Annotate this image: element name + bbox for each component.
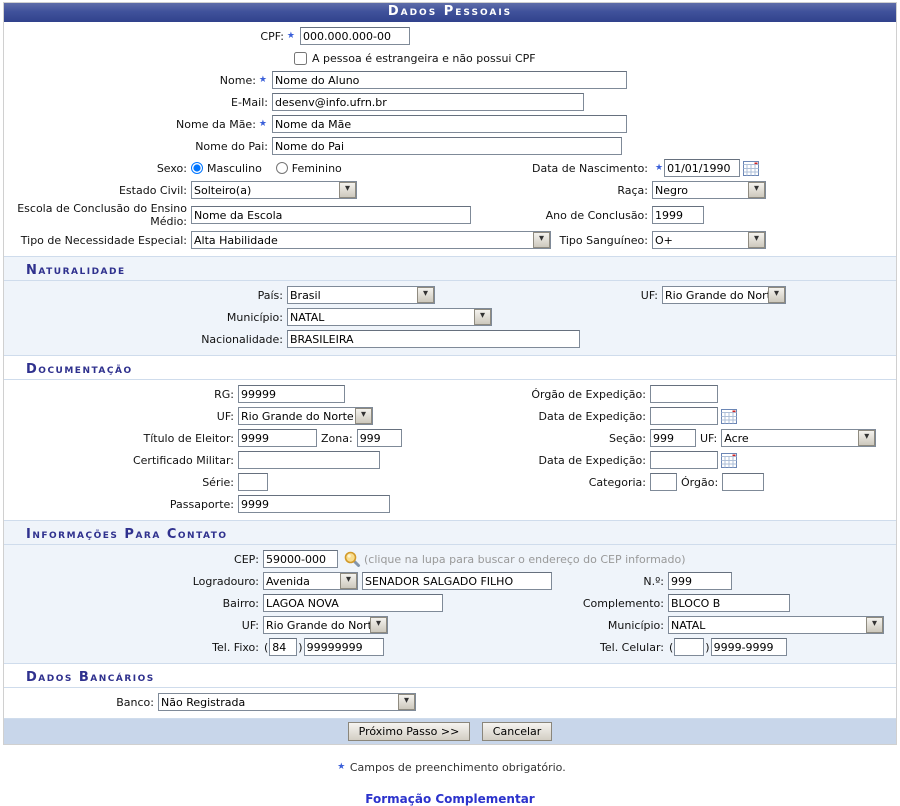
- data-expedicao-cert-input[interactable]: [650, 451, 718, 469]
- email-row: [4, 91, 896, 113]
- necessidade-select-control[interactable]: [191, 231, 551, 249]
- tel-celular-input[interactable]: [711, 638, 787, 656]
- calendar-icon[interactable]: [721, 409, 737, 424]
- banco-row: [4, 691, 896, 713]
- tipo-sanguineo-label: Tipo Sanguíneo:: [559, 233, 648, 247]
- dados-pessoais-form: [3, 2, 897, 745]
- nome-mae-row: [4, 113, 896, 135]
- section-dados-bancarios: [4, 663, 896, 718]
- required-icon: [334, 762, 346, 772]
- certificado-militar-input[interactable]: [238, 451, 380, 469]
- categoria-input[interactable]: [650, 473, 677, 491]
- numero-fields: [668, 572, 890, 590]
- titulo-eleitor-label: Título de Eleitor:: [143, 431, 234, 445]
- uf-contato-row: [4, 614, 896, 636]
- banco-label: Banco:: [116, 695, 154, 709]
- municipio-row: [4, 306, 896, 328]
- municipio-contato-select-control[interactable]: [668, 616, 884, 634]
- certificado-militar-label: Certificado Militar:: [132, 453, 234, 467]
- paren-open: (: [264, 640, 269, 654]
- raca-select[interactable]: [652, 181, 766, 199]
- complemento-fields: [668, 594, 890, 612]
- tel-celular-fields: [668, 638, 890, 656]
- raca-label: Raça:: [617, 183, 648, 197]
- naturalidade-uf-label: UF:: [640, 288, 658, 302]
- municipio-select-control[interactable]: [287, 308, 492, 326]
- logradouro-tipo-select-control[interactable]: [263, 572, 358, 590]
- pais-row: [4, 284, 896, 306]
- next-step-button[interactable]: Próximo Passo >>: [348, 722, 471, 741]
- estado-civil-label: Estado Civil:: [118, 183, 187, 197]
- sexo-label: Sexo:: [156, 161, 187, 175]
- municipio-label: Município:: [226, 310, 283, 324]
- cep-hint: (clique na lupa para buscar o endereço do CEP informado): [364, 552, 686, 566]
- complemento-input[interactable]: [668, 594, 790, 612]
- orgao-expedicao-label: Órgão de Expedição:: [531, 387, 646, 401]
- titulo-eleitor-input[interactable]: [238, 429, 317, 447]
- required-icon: [652, 163, 664, 173]
- nome-mae-label: Nome da Mãe:★: [10, 118, 272, 131]
- orgao-expedicao-fields: [650, 385, 890, 403]
- nacionalidade-row: [4, 328, 896, 350]
- rg-input[interactable]: [238, 385, 345, 403]
- pais-select[interactable]: [287, 286, 435, 304]
- nome-pai-label: Nome do Pai:: [195, 139, 268, 153]
- uf-rg-label: UF:: [216, 409, 234, 423]
- naturalidade-title: Naturalidade: [4, 260, 896, 281]
- naturalidade-uf-fields: [662, 286, 890, 304]
- tel-fixo-ddd-input[interactable]: [269, 638, 297, 656]
- serie-label: Série:: [202, 475, 234, 489]
- data-nascimento-input[interactable]: [664, 159, 740, 177]
- raca-select-control[interactable]: [652, 181, 766, 199]
- sexo-masculino-label: Masculino: [207, 161, 262, 175]
- nome-label: Nome:★: [10, 74, 272, 87]
- estado-civil-select[interactable]: [191, 181, 357, 199]
- bairro-row: [4, 592, 896, 614]
- numero-label: N.º:: [643, 574, 664, 588]
- nome-input[interactable]: [272, 71, 627, 89]
- tel-celular-label: Tel. Celular:: [600, 640, 664, 654]
- tel-celular-ddd-input[interactable]: [674, 638, 704, 656]
- uf-rg-select[interactable]: [238, 407, 373, 425]
- orgao-expedicao-input[interactable]: [650, 385, 718, 403]
- logradouro-row: [4, 570, 896, 592]
- uf-titulo-select[interactable]: [721, 429, 876, 447]
- data-nascimento-fields: [652, 159, 890, 177]
- municipio-contato-fields: [668, 616, 890, 634]
- secao-label: Seção:: [609, 431, 646, 445]
- uf-rg-row: [4, 405, 896, 427]
- escola-row: [4, 201, 896, 229]
- estrangeira-label: A pessoa é estrangeira e não possui CPF: [312, 51, 536, 65]
- passaporte-input[interactable]: [238, 495, 390, 513]
- municipio-select[interactable]: [287, 308, 492, 326]
- contato-title: Informações Para Contato: [4, 524, 896, 545]
- action-band: [4, 718, 896, 744]
- serie-input[interactable]: [238, 473, 268, 491]
- escola-input[interactable]: [191, 206, 471, 224]
- raca-fields: [652, 181, 890, 199]
- bairro-label: Bairro:: [222, 596, 259, 610]
- necessidade-label: Tipo de Necessidade Especial:: [20, 233, 187, 247]
- data-expedicao-cert-fields: [650, 451, 890, 469]
- logradouro-input[interactable]: [362, 572, 552, 590]
- sexo-masculino-radio[interactable]: [191, 162, 203, 174]
- data-expedicao-cert-label: Data de Expedição:: [538, 453, 646, 467]
- paren-close: ): [705, 640, 710, 654]
- banco-select[interactable]: [158, 693, 416, 711]
- telefones-row: [4, 636, 896, 658]
- data-expedicao-rg-input[interactable]: [650, 407, 718, 425]
- tipo-sanguineo-select-control[interactable]: [652, 231, 766, 249]
- estado-civil-row: [4, 179, 896, 201]
- complemento-label: Complemento:: [582, 596, 664, 610]
- data-expedicao-rg-label: Data de Expedição:: [538, 409, 646, 423]
- paren-close: ): [298, 640, 303, 654]
- zona-label: Zona:: [321, 431, 353, 445]
- secao-input[interactable]: [650, 429, 696, 447]
- cep-input[interactable]: [263, 550, 338, 568]
- uf-contato-label: UF:: [241, 618, 259, 632]
- section-dados-pessoais: [4, 22, 896, 256]
- necessidade-select[interactable]: [191, 231, 551, 249]
- categoria-orgao-fields: [650, 473, 890, 491]
- nome-mae-input[interactable]: [272, 115, 627, 133]
- cpf-row: [4, 25, 896, 47]
- ano-conclusao-label: Ano de Conclusão:: [545, 208, 648, 222]
- uf-contato-select[interactable]: [263, 616, 388, 634]
- dados-bancarios-title: Dados Bancários: [4, 667, 896, 688]
- form-title: Dados Pessoais: [4, 3, 896, 22]
- pais-label: País:: [257, 288, 283, 302]
- tel-fixo-label: Tel. Fixo:: [212, 640, 259, 654]
- section-naturalidade: [4, 256, 896, 355]
- estado-civil-select-control[interactable]: [191, 181, 357, 199]
- cep-row: [4, 548, 896, 570]
- ano-conclusao-input[interactable]: [652, 206, 704, 224]
- estrangeira-row: [4, 47, 896, 69]
- section-contato: [4, 520, 896, 663]
- pais-select-control[interactable]: [287, 286, 435, 304]
- titulo-eleitor-row: [4, 427, 896, 449]
- zona-input[interactable]: [357, 429, 402, 447]
- municipio-contato-label: Município:: [607, 618, 664, 632]
- required-note: [0, 761, 900, 774]
- email-label: E-Mail:: [231, 95, 268, 109]
- formacao-complementar-link[interactable]: Formação Complementar: [365, 792, 535, 806]
- secao-fields: [650, 429, 890, 447]
- calendar-icon[interactable]: [721, 453, 737, 468]
- tel-fixo-input[interactable]: [304, 638, 384, 656]
- sexo-row: [4, 157, 896, 179]
- required-icon: [284, 31, 296, 41]
- naturalidade-uf-select[interactable]: [662, 286, 786, 304]
- paren-open: (: [669, 640, 674, 654]
- ano-conclusao-fields: [652, 206, 890, 224]
- necessidade-row: [4, 229, 896, 251]
- cpf-label: CPF:★: [10, 30, 300, 43]
- page-footer: [0, 761, 900, 806]
- categoria-label: Categoria:: [588, 475, 646, 489]
- uf-contato-select-control[interactable]: [263, 616, 388, 634]
- serie-row: [4, 471, 896, 493]
- escola-label: Escola de Conclusão do Ensino Médio:: [17, 202, 187, 228]
- nome-pai-row: [4, 135, 896, 157]
- rg-label: RG:: [214, 387, 234, 401]
- logradouro-tipo-select[interactable]: [263, 572, 358, 590]
- uf-titulo-select-control[interactable]: [721, 429, 876, 447]
- sexo-feminino-radio[interactable]: [276, 162, 288, 174]
- required-icon: [256, 75, 268, 85]
- required-icon: [256, 119, 268, 129]
- numero-input[interactable]: [668, 572, 732, 590]
- section-documentacao: [4, 355, 896, 520]
- sexo-feminino-label: Feminino: [291, 161, 342, 175]
- certificado-militar-row: [4, 449, 896, 471]
- data-expedicao-rg-fields: [650, 407, 890, 425]
- nome-row: [4, 69, 896, 91]
- tipo-sanguineo-select[interactable]: [652, 231, 766, 249]
- cpf-input[interactable]: [300, 27, 410, 45]
- rg-row: [4, 383, 896, 405]
- banco-select-control[interactable]: [158, 693, 416, 711]
- calendar-icon[interactable]: [743, 161, 759, 176]
- orgao-input[interactable]: [722, 473, 764, 491]
- nome-pai-input[interactable]: [272, 137, 622, 155]
- municipio-contato-select[interactable]: [668, 616, 884, 634]
- bairro-input[interactable]: [263, 594, 443, 612]
- data-nascimento-label: Data de Nascimento:: [531, 161, 648, 175]
- uf-titulo-label: UF:: [700, 431, 718, 445]
- required-note-text: Campos de preenchimento obrigatório.: [349, 761, 566, 774]
- orgao-label: Órgão:: [681, 475, 719, 489]
- logradouro-label: Logradouro:: [192, 574, 259, 588]
- passaporte-row: [4, 493, 896, 515]
- cancel-button[interactable]: Cancelar: [482, 722, 553, 741]
- documentacao-title: Documentação: [4, 359, 896, 380]
- passaporte-label: Passaporte:: [169, 497, 234, 511]
- tipo-sanguineo-fields: [652, 231, 890, 249]
- cep-label: CEP:: [234, 552, 259, 566]
- search-cep-icon[interactable]: [344, 551, 361, 567]
- nacionalidade-input[interactable]: [287, 330, 580, 348]
- nacionalidade-label: Nacionalidade:: [201, 332, 283, 346]
- email-input[interactable]: [272, 93, 584, 111]
- estrangeira-checkbox[interactable]: [294, 52, 307, 65]
- naturalidade-uf-select-control[interactable]: [662, 286, 786, 304]
- uf-rg-select-control[interactable]: [238, 407, 373, 425]
